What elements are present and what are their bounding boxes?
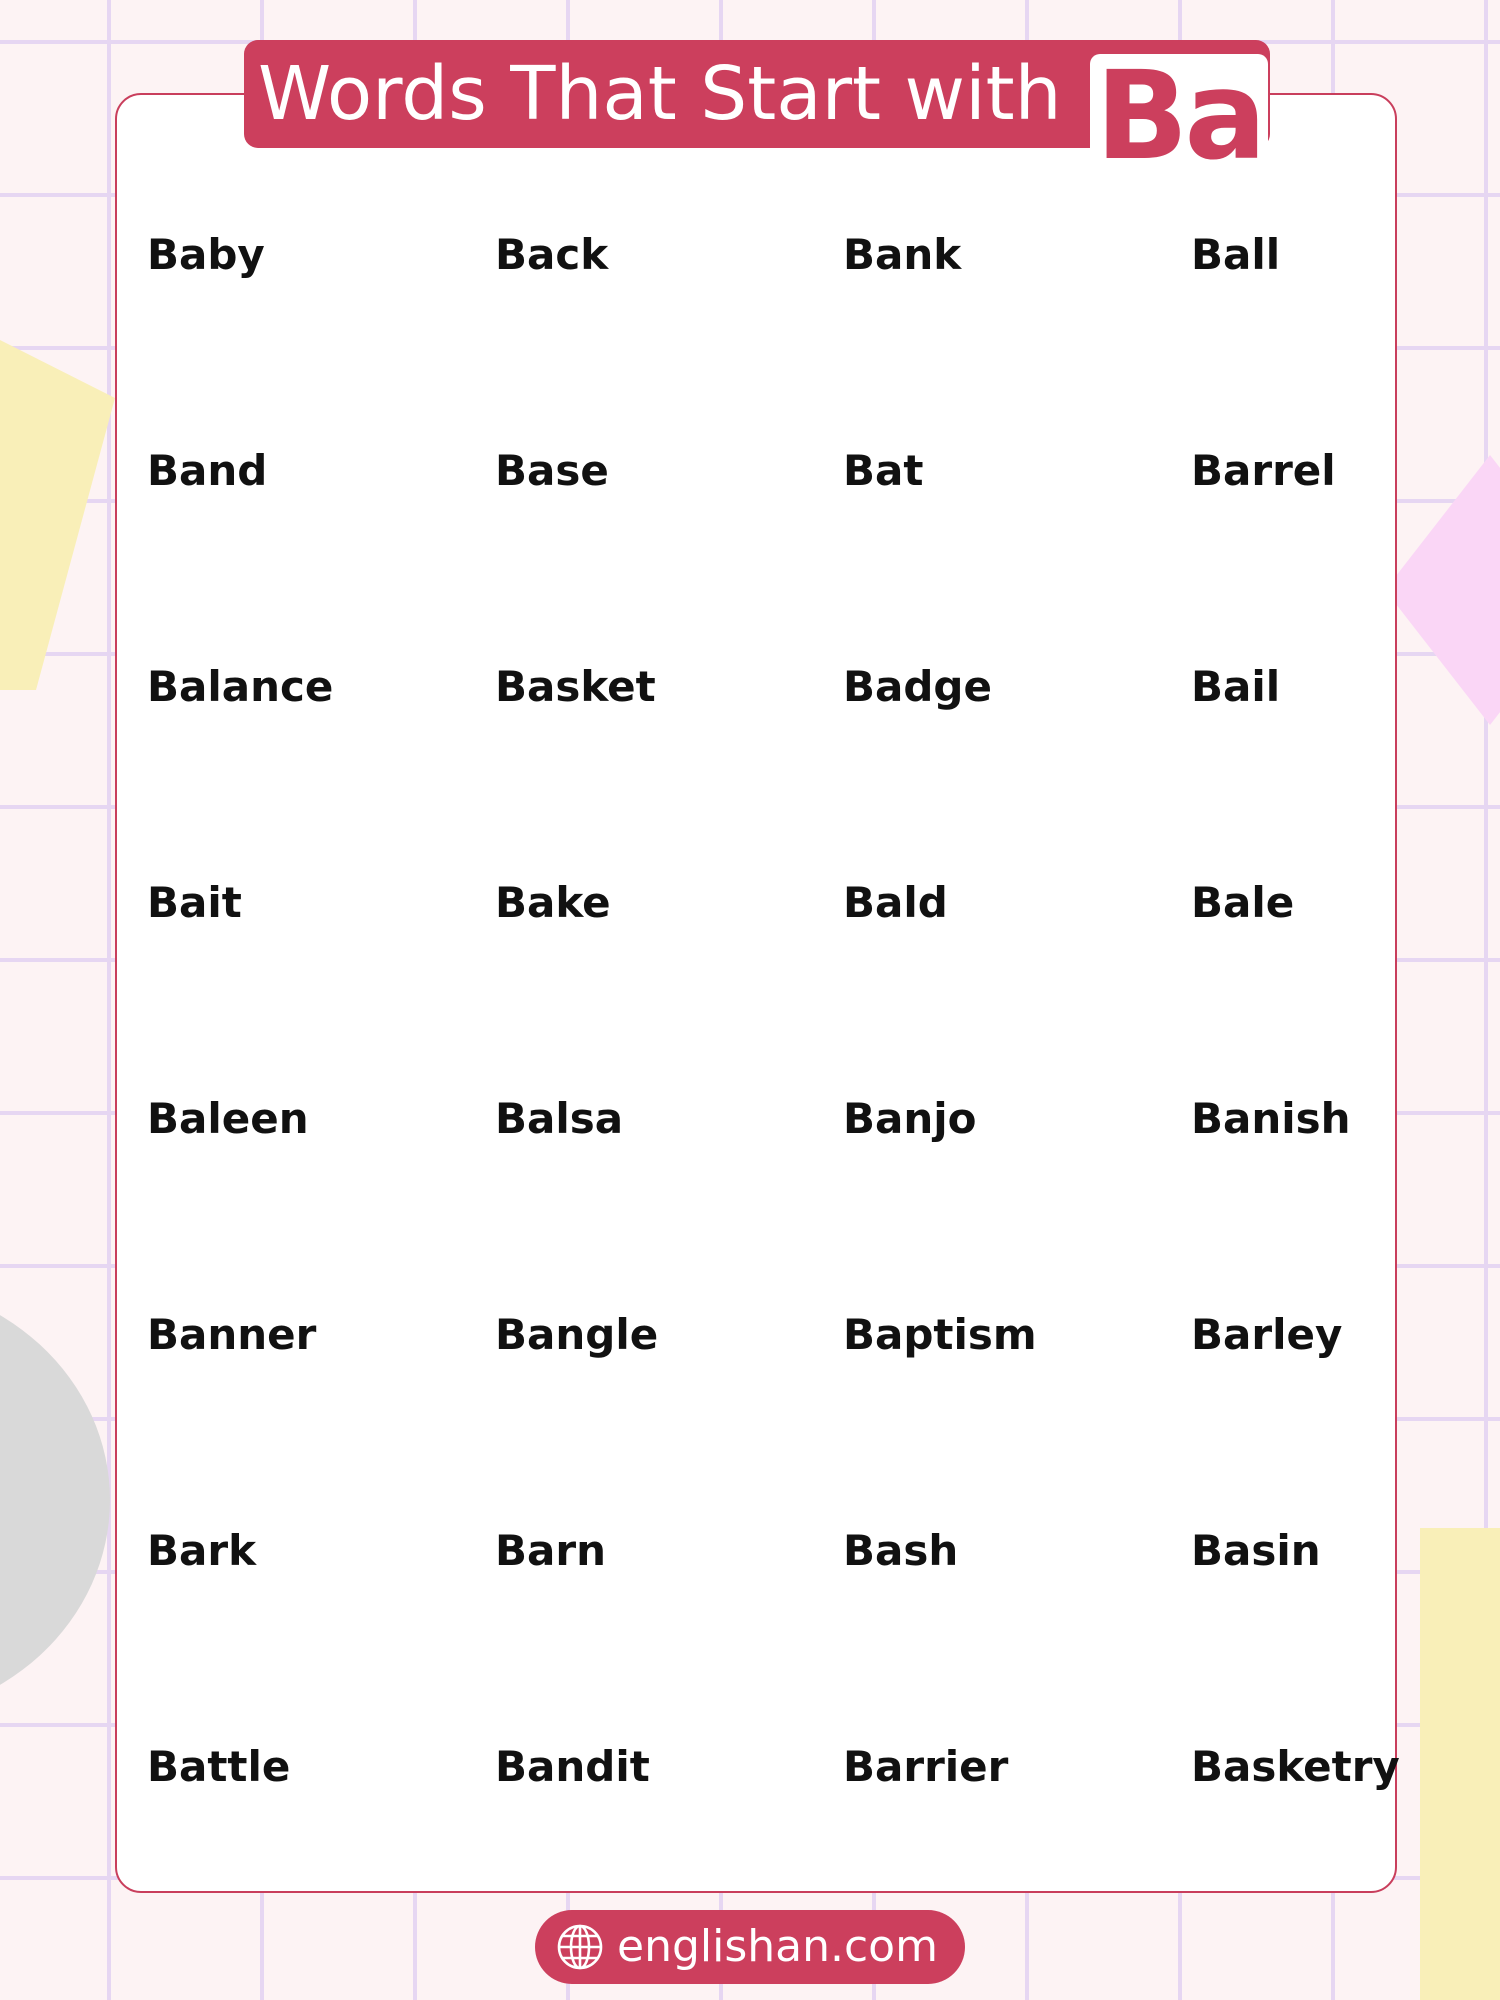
decor-gray-circle-left — [0, 1280, 110, 1720]
word-item: Ball — [1191, 230, 1281, 279]
word-item: Barrel — [1191, 446, 1336, 495]
title-highlight-letters: Ba — [1090, 54, 1268, 178]
word-item: Bat — [843, 446, 924, 495]
page-title: Words That Start with — [258, 51, 1062, 137]
word-item: Bank — [843, 230, 962, 279]
word-item: Basket — [495, 662, 656, 711]
title-banner — [244, 40, 1270, 178]
word-item: Bark — [147, 1526, 256, 1575]
word-item: Bale — [1191, 878, 1295, 927]
word-item: Barley — [1191, 1310, 1343, 1359]
word-item: Back — [495, 230, 609, 279]
word-item: Basketry — [1191, 1742, 1400, 1791]
word-item: Banish — [1191, 1094, 1351, 1143]
globe-icon — [555, 1922, 605, 1972]
website-url: englishan.com — [617, 1921, 938, 1972]
word-item: Banjo — [843, 1094, 977, 1143]
decor-pink-diamond-right — [1385, 455, 1500, 725]
word-item: Bangle — [495, 1310, 659, 1359]
word-item: Bait — [147, 878, 242, 927]
word-item: Bandit — [495, 1742, 650, 1791]
word-item: Baby — [147, 230, 265, 279]
website-badge[interactable] — [535, 1910, 965, 1984]
word-grid — [147, 190, 1400, 1890]
word-item: Baleen — [147, 1094, 309, 1143]
word-item: Bake — [495, 878, 611, 927]
word-item: Barn — [495, 1526, 606, 1575]
word-item: Basin — [1191, 1526, 1321, 1575]
word-item: Baptism — [843, 1310, 1037, 1359]
decor-yellow-shape-left — [0, 340, 115, 690]
word-item: Bail — [1191, 662, 1281, 711]
word-item: Band — [147, 446, 268, 495]
word-item: Balsa — [495, 1094, 624, 1143]
word-item: Base — [495, 446, 609, 495]
word-item: Banner — [147, 1310, 317, 1359]
word-item: Balance — [147, 662, 334, 711]
word-item: Barrier — [843, 1742, 1009, 1791]
word-item: Bald — [843, 878, 948, 927]
word-item: Battle — [147, 1742, 291, 1791]
decor-yellow-rect-right — [1420, 1528, 1500, 2000]
word-item: Bash — [843, 1526, 959, 1575]
word-item: Badge — [843, 662, 992, 711]
